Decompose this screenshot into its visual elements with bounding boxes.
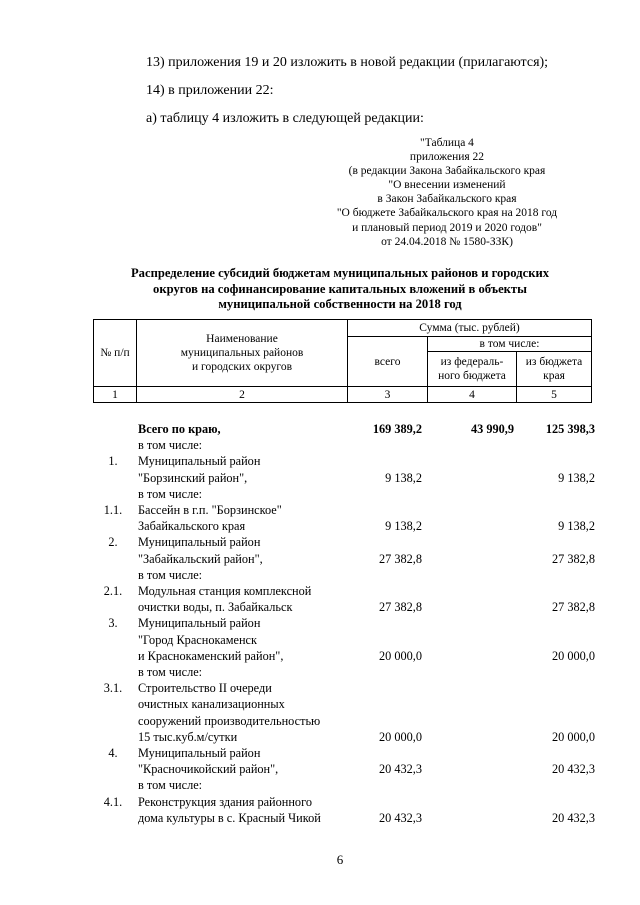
row-regional: 9 138,2 bbox=[558, 470, 595, 485]
row-name-line: Всего по краю, bbox=[138, 422, 221, 436]
header-federal-line: из федераль- bbox=[440, 356, 504, 368]
row-name-line: Бассейн в г.п. "Борзинское" bbox=[138, 503, 282, 518]
title-line: муниципальной собственности на 2018 год bbox=[218, 297, 462, 311]
row-name bbox=[138, 437, 343, 453]
row-total: 9 138,2 bbox=[385, 519, 422, 534]
header-total: всего bbox=[348, 337, 428, 387]
row-name-line: в том числе: bbox=[138, 778, 203, 793]
caption-line: "О внесении изменений bbox=[388, 179, 506, 192]
caption-line: в Закон Забайкальского края bbox=[377, 193, 517, 206]
intro-line-3: а) таблицу 4 изложить в следующей редакции: bbox=[146, 111, 424, 126]
header-name-line: и городских округов bbox=[192, 361, 292, 373]
title-line: округов на софинансирование капитальных вложений в объекты bbox=[153, 281, 527, 296]
row-federal: 43 990,9 bbox=[470, 422, 514, 436]
caption-line: "Таблица 4 bbox=[420, 137, 474, 149]
row-number: 3. bbox=[108, 616, 118, 631]
row-regional: 20 432,3 bbox=[551, 810, 595, 825]
row-name bbox=[138, 745, 343, 794]
table-row bbox=[93, 502, 595, 534]
caption-line: и плановый период 2019 и 2020 годов" bbox=[352, 221, 542, 234]
row-total: 27 382,8 bbox=[378, 600, 422, 615]
row-regional: 125 398,3 bbox=[545, 422, 595, 436]
row-name-line: "Забайкальский район", bbox=[138, 551, 263, 566]
row-name-line: сооружений производительностью bbox=[138, 713, 321, 728]
page-number: 6 bbox=[336, 852, 344, 867]
table-row bbox=[93, 534, 595, 583]
col-number: 4 bbox=[428, 387, 517, 403]
col-number: 5 bbox=[517, 387, 592, 403]
table-caption bbox=[297, 136, 597, 249]
intro-line-2: 14) в приложении 22: bbox=[146, 83, 274, 98]
row-total: 20 432,3 bbox=[378, 810, 422, 825]
row-name-line: Забайкальского края bbox=[138, 519, 246, 534]
row-name-line: очистных канализационных bbox=[138, 697, 285, 712]
row-number: 4.1. bbox=[103, 794, 123, 809]
table-header bbox=[93, 319, 592, 403]
caption-line: "О бюджете Забайкальского края на 2018 год bbox=[336, 207, 558, 220]
row-name-line: "Город Краснокаменск bbox=[138, 632, 257, 647]
table-row bbox=[93, 421, 595, 437]
header-regional-line: края bbox=[543, 370, 565, 382]
row-name bbox=[138, 615, 343, 680]
row-regional: 20 000,0 bbox=[551, 729, 595, 744]
caption-line: приложения 22 bbox=[409, 151, 485, 164]
row-name-line: Муниципальный район bbox=[138, 535, 261, 550]
row-name bbox=[138, 680, 343, 745]
row-name bbox=[138, 794, 343, 826]
row-name-line: Строительство II очереди bbox=[138, 681, 272, 696]
row-name bbox=[138, 583, 343, 615]
header-regional bbox=[517, 352, 592, 387]
row-name bbox=[138, 453, 343, 502]
table-row bbox=[93, 794, 595, 826]
row-name-line: Муниципальный район bbox=[138, 616, 261, 631]
row-number: 4. bbox=[108, 746, 118, 761]
row-name-line: в том числе: bbox=[138, 567, 203, 582]
row-total: 27 382,8 bbox=[378, 551, 422, 566]
title-line: Распределение субсидий бюджетам муниципальных районов и городских bbox=[130, 266, 550, 280]
row-name-line: 15 тыс.куб.м/сутки bbox=[138, 729, 238, 744]
row-name bbox=[138, 502, 343, 534]
caption-line: (в редакции Закона Забайкальского края bbox=[348, 165, 546, 178]
row-name-line: Муниципальный район bbox=[138, 454, 261, 469]
row-total: 20 432,3 bbox=[378, 762, 422, 777]
row-total: 169 389,2 bbox=[372, 422, 422, 436]
row-regional: 27 382,8 bbox=[551, 600, 595, 615]
row-name-line: в том числе: bbox=[138, 438, 203, 453]
intro-line-1: 13) приложения 19 и 20 изложить в новой редакции (прилагаются); bbox=[146, 55, 549, 70]
header-name-line: Наименование bbox=[206, 333, 278, 345]
row-name-line: в том числе: bbox=[138, 665, 203, 680]
row-name-line: Модульная станция комплексной bbox=[138, 584, 312, 599]
table-row bbox=[93, 437, 343, 453]
table-row bbox=[93, 453, 595, 502]
row-name-line: "Борзинский район", bbox=[138, 470, 248, 485]
header-num: № п/п bbox=[94, 320, 137, 387]
row-name-line: "Красночикойский район", bbox=[138, 762, 279, 777]
row-regional: 20 000,0 bbox=[551, 648, 595, 663]
table-row bbox=[93, 745, 595, 794]
header-regional-line: из бюджета bbox=[525, 356, 583, 368]
row-regional: 20 432,3 bbox=[551, 762, 595, 777]
header-including: в том числе: bbox=[428, 337, 592, 352]
row-total: 20 000,0 bbox=[378, 648, 422, 663]
header-federal-line: ного бюджета bbox=[438, 370, 506, 382]
col-number: 1 bbox=[94, 387, 137, 403]
row-name-line: Муниципальный район bbox=[138, 746, 261, 761]
row-name-line: и Краснокаменский район", bbox=[138, 648, 284, 663]
row-number: 3.1. bbox=[103, 681, 123, 696]
row-number: 2.1. bbox=[103, 584, 123, 599]
row-name bbox=[138, 421, 343, 437]
table-row bbox=[93, 583, 595, 615]
caption-line: от 24.04.2018 № 1580-ЗЗК) bbox=[381, 235, 513, 248]
header-name bbox=[137, 320, 348, 387]
row-name-line: очистки воды, п. Забайкальск bbox=[138, 600, 293, 615]
table-row bbox=[93, 680, 595, 745]
row-number: 2. bbox=[108, 535, 118, 550]
row-total: 9 138,2 bbox=[385, 470, 422, 485]
row-name-line: Реконструкция здания районного bbox=[138, 794, 312, 809]
header-name-line: муниципальных районов bbox=[180, 347, 304, 359]
row-name-line: дома культуры в с. Красный Чикой bbox=[138, 810, 321, 825]
col-number: 3 bbox=[348, 387, 428, 403]
row-name bbox=[138, 534, 343, 583]
row-number: 1.1. bbox=[103, 503, 123, 518]
table-body bbox=[93, 421, 595, 826]
header-federal bbox=[428, 352, 517, 387]
row-name-line: в том числе: bbox=[138, 486, 203, 501]
table-title bbox=[95, 266, 585, 313]
row-number: 1. bbox=[108, 454, 118, 469]
row-regional: 27 382,8 bbox=[551, 551, 595, 566]
col-number: 2 bbox=[137, 387, 348, 403]
header-sum: Сумма (тыс. рублей) bbox=[348, 320, 592, 337]
row-regional: 9 138,2 bbox=[558, 519, 595, 534]
table-row bbox=[93, 615, 595, 680]
row-total: 20 000,0 bbox=[378, 729, 422, 744]
